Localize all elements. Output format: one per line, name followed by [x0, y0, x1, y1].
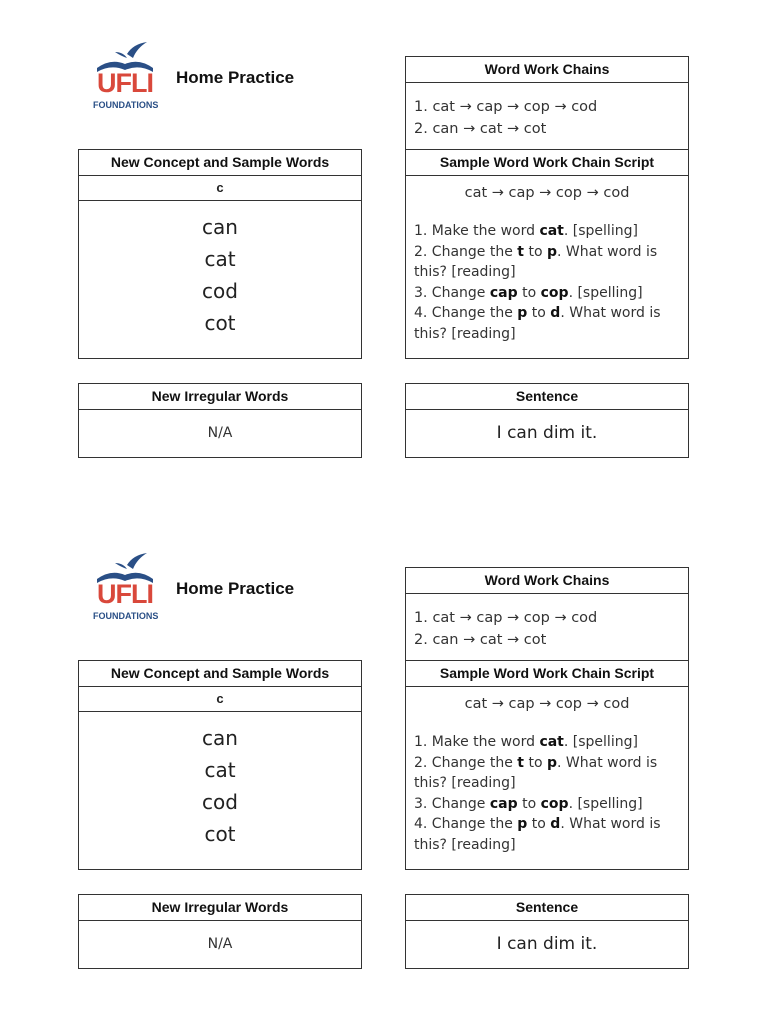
- script-step-bold: cat: [539, 223, 564, 239]
- word-work-chains-box: [405, 567, 689, 662]
- concept-letter: c: [79, 687, 361, 712]
- word-work-chains-header: Word Work Chains: [406, 57, 688, 83]
- script-step-text: to: [517, 284, 541, 301]
- script-step: [414, 814, 682, 855]
- script-step-text: 3. Change: [414, 795, 490, 812]
- script-steps: [406, 221, 688, 344]
- sample-words-list: [79, 201, 361, 339]
- script-step-text: . What word is this? [reading]: [414, 816, 661, 853]
- script-step-bold: cat: [539, 734, 564, 750]
- script-step: [414, 794, 682, 815]
- sample-word: can: [202, 215, 238, 239]
- new-concept-header: New Concept and Sample Words: [79, 150, 361, 176]
- script-step-text: 4. Change the: [414, 816, 518, 832]
- script-step-text: 4. Change the: [414, 305, 518, 321]
- script-step-text: 3. Change: [414, 284, 490, 301]
- home-practice-card: [0, 0, 768, 511]
- chain-script-header: Sample Word Work Chain Script: [406, 150, 688, 176]
- new-concept-box: [78, 149, 362, 359]
- chains-list: [406, 83, 688, 140]
- script-steps: [406, 732, 688, 855]
- chain-line: 2. can → cat → cot: [414, 121, 547, 137]
- logo-text: UFLI: [97, 579, 153, 609]
- script-step-text: to: [527, 305, 551, 321]
- script-step-bold: cop: [540, 795, 569, 812]
- script-step-text: 2. Change the: [414, 243, 518, 260]
- sample-word: can: [202, 726, 238, 750]
- script-step-bold: t: [517, 754, 524, 771]
- new-concept-header: New Concept and Sample Words: [79, 661, 361, 687]
- irregular-words-box: [78, 894, 362, 969]
- sentence-value: I can dim it.: [496, 934, 598, 954]
- script-step-text: 1. Make the word: [414, 223, 540, 239]
- chain-script-box: [405, 660, 689, 870]
- script-step-text: . What word is this? [reading]: [414, 305, 661, 342]
- sentence-header: Sentence: [406, 895, 688, 921]
- irregular-words-header: New Irregular Words: [79, 895, 361, 921]
- script-step-bold: cap: [489, 284, 518, 301]
- script-step-text: . [spelling]: [568, 284, 643, 301]
- script-step-text: . What word is this? [reading]: [414, 754, 658, 791]
- irregular-words-box: [78, 383, 362, 458]
- sample-word: cod: [202, 279, 238, 303]
- chain-line: 2. can → cat → cot: [414, 632, 547, 648]
- script-step-text: to: [524, 243, 547, 260]
- script-chain: cat → cap → cop → cod: [464, 696, 630, 712]
- chain-script-header: Sample Word Work Chain Script: [406, 661, 688, 687]
- logo-text: UFLI: [97, 68, 153, 98]
- irregular-words-header: New Irregular Words: [79, 384, 361, 410]
- sample-word: cat: [204, 247, 236, 271]
- script-step: [414, 242, 682, 283]
- ufli-logo: [93, 551, 157, 625]
- script-step-bold: p: [546, 243, 557, 260]
- script-step: [414, 283, 682, 304]
- script-step-bold: cop: [540, 284, 569, 301]
- script-step-bold: p: [546, 754, 557, 771]
- logo-subtext: FOUNDATIONS: [93, 100, 159, 110]
- script-step-bold: cap: [489, 795, 518, 812]
- sample-word: cot: [204, 311, 236, 335]
- chain-line: 1. cat → cap → cop → cod: [414, 99, 598, 115]
- sample-word: cat: [204, 758, 236, 782]
- chains-list: [406, 594, 688, 651]
- irregular-words-value: N/A: [207, 936, 233, 952]
- script-step-bold: p: [517, 816, 528, 832]
- logo-subtext: FOUNDATIONS: [93, 611, 159, 621]
- script-chain: cat → cap → cop → cod: [464, 185, 630, 201]
- word-work-chains-box: [405, 56, 689, 151]
- sample-words-list: [79, 712, 361, 850]
- script-step: [414, 753, 682, 794]
- home-practice-card: [0, 511, 768, 1022]
- sentence-box: [405, 894, 689, 969]
- word-work-chains-header: Word Work Chains: [406, 568, 688, 594]
- script-step-text: 1. Make the word: [414, 734, 540, 750]
- script-step-bold: t: [517, 243, 524, 260]
- script-step-text: 2. Change the: [414, 754, 518, 771]
- script-step-text: . What word is this? [reading]: [414, 243, 658, 280]
- home-practice-title: Home Practice: [176, 579, 295, 598]
- sample-word: cod: [202, 790, 238, 814]
- irregular-words-value: N/A: [207, 425, 233, 441]
- sentence-header: Sentence: [406, 384, 688, 410]
- home-practice-title: Home Practice: [176, 68, 295, 87]
- script-step-bold: d: [550, 305, 561, 321]
- ufli-logo: [93, 40, 157, 114]
- sentence-value: I can dim it.: [496, 423, 598, 443]
- script-step-text: . [spelling]: [568, 795, 643, 812]
- script-step-text: . [spelling]: [563, 223, 638, 239]
- script-step: [414, 732, 682, 753]
- script-step: [414, 221, 682, 242]
- script-step-text: to: [517, 795, 541, 812]
- script-step-text: to: [527, 816, 551, 832]
- chain-line: 1. cat → cap → cop → cod: [414, 610, 598, 626]
- script-step-text: . [spelling]: [563, 734, 638, 750]
- script-step: [414, 303, 682, 344]
- new-concept-box: [78, 660, 362, 870]
- script-step-text: to: [524, 754, 547, 771]
- sample-word: cot: [204, 822, 236, 846]
- chain-script-box: [405, 149, 689, 359]
- concept-letter: c: [79, 176, 361, 201]
- sentence-box: [405, 383, 689, 458]
- script-step-bold: d: [550, 816, 561, 832]
- script-step-bold: p: [517, 305, 528, 321]
